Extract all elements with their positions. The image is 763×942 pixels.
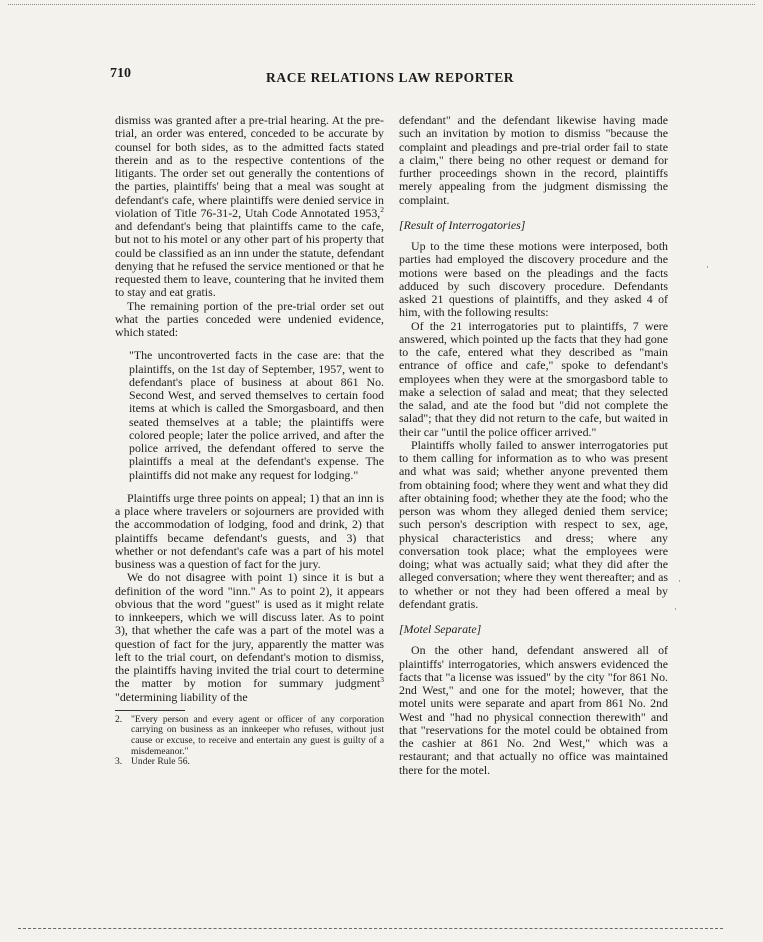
- top-scan-edge: [8, 4, 755, 5]
- page-number: 710: [110, 66, 131, 81]
- left-paragraph-4: We do not disagree with point 1) since it is but a definition of the word "inn." As to point 2), it appears obvious that the word "guest" is used as it might relate to innkeepers, which we will discuss later. As to point 3), that whether the cafe was a part of the motel was a question of fact for the jury, apparently the matter was left to the trial court, on defendant's motion to dismiss, the plaintiffs having invited the trial court to determine the matter by motion for summary judgment$^3$ "determining liability of the: [115, 570, 384, 704]
- right-paragraph-3: Of the 21 interrogatories put to plaintiffs, 7 were answered, which pointed up the facts that they had gone to the cafe, entered what they described as "main entrance of office and cafe," spoke to defendant's employees when they were at the smorgasbord table to make a selection of salad and meat; that they selected the salad, and ate the food but "did not complete the salad"; that they did not return to the cafe, but waited in their car "until the police officer arrived.": [399, 318, 668, 439]
- bottom-scan-edge: [18, 928, 723, 929]
- footnote-3: 3. Under Rule 56.: [115, 756, 190, 768]
- scan-speck: ·: [706, 262, 709, 272]
- quote-text: "The uncontroverted facts in the case are: that the plaintiffs, on the 1st day of September, 1957, went to defendant's place of business at about 861 No. Second West, and served themselves to certain food items at which is called the Smorgasboard, and then seated themselves at a table; the plaintiffs were colored people; later the police arrived, and after the police arrived, the defendant offered to serve the plaintiffs a meal at the defendant's expense. The plaintiffs did not make any request for lodging.": [129, 348, 384, 482]
- footnote-divider: [115, 710, 185, 711]
- right-column: [399, 114, 668, 777]
- section-heading-motel: [Motel Separate]: [399, 622, 482, 636]
- block-quote: [129, 349, 384, 482]
- left-column: [115, 114, 384, 768]
- scan-speck: ·: [678, 576, 681, 586]
- right-paragraph-2: Up to the time these motions were interposed, both parties had employed the discovery procedure and the motions were based on the pleadings and the facts adduced by such discovery procedure. Defendants asked 21 questions of plaintiffs, and they asked 4 of him, with the following results:: [399, 239, 668, 320]
- scan-speck: ·: [674, 604, 677, 614]
- right-paragraph-4: Plaintiffs wholly failed to answer interrogatories put to them calling for information as to who was present and what was said; whether anyone prevented them from obtaining food; where they went and what they did after obtaining food; whether they ate the food; who the person was whom they alleged denied them service; such person's description with respect to sex, age, physical characteristics and dress; where any conversation took place; what the employees were doing; what was actually said; what they did after the alleged conversation; where they went thereafter; and as to whether or not they had been offered a meal by defendant gratis.: [399, 437, 668, 611]
- running-head: RACE RELATIONS LAW REPORTER: [266, 70, 515, 85]
- left-paragraph-3: Plaintiffs urge three points on appeal; 1) that an inn is a place where travelers or sojourners are provided with the accommodation of lodging, food and drink, 2) that plaintiffs became defendant's guests, and 3) that whether or not defendant's cafe was a part of his motel business was a question of fact for the jury.: [115, 490, 384, 571]
- right-paragraph-1: defendant" and the defendant likewise having made such an invitation by motion to dismiss "because the complaint and pleadings and pre-trial order fail to state a claim," there being no other request or demand for further proceedings shown in the record, plaintiffs merely appealing from the judgment dismissing the complaint.: [399, 113, 668, 207]
- left-paragraph-2: The remaining portion of the pre-trial order set out what the parties conceded were undenied evidence, which stated:: [115, 298, 384, 339]
- footnote-2: 2. "Every person and every agent or officer of any corporation carrying on business as an innkeeper who refuses, without just cause or excuse, to receive and entertain any guest is guilty of a misdemeanor.": [115, 713, 384, 757]
- left-paragraph-1: dismiss was granted after a pre-trial hearing. At the pre-trial, an order was entered, conceded to be accurate by counsel for both sides, as to the admitted facts stated therein and as to the respective contentions of the litigants. The order set out generally the contentions of the parties, plaintiffs' being that a meal was sought at defendant's cafe, where plaintiffs were denied service in violation of Title 76-31-2, Utah Code Annotated 1953,$^2$ and defendant's being that plaintiffs came to the cafe, but not to his motel or any other part of his property that could be classified as an inn under the statute, defendant denying that he refused the service mentioned or that he requested them to leave, countering that he invited them to stay and eat gratis.: [115, 113, 384, 300]
- footnote-ref-2: 2: [380, 204, 384, 214]
- section-heading-interrogatories: [Result of Interrogatories]: [399, 217, 526, 232]
- right-paragraph-5: On the other hand, defendant answered all of plaintiffs' interrogatories, which answers evidenced the facts that "a license was issued" by the city "for 861 No. 2nd West," and one for the motel; however, that the motel units were separate and apart from 861 No. 2nd West and "had no physical connection therewith" and that "reservations for the motel could be obtained from the cashier at 861 No. 2nd West," which was a restaurant; and that actually no office was maintained there for the motel.: [399, 643, 668, 777]
- footnote-ref-3: 3: [380, 675, 384, 685]
